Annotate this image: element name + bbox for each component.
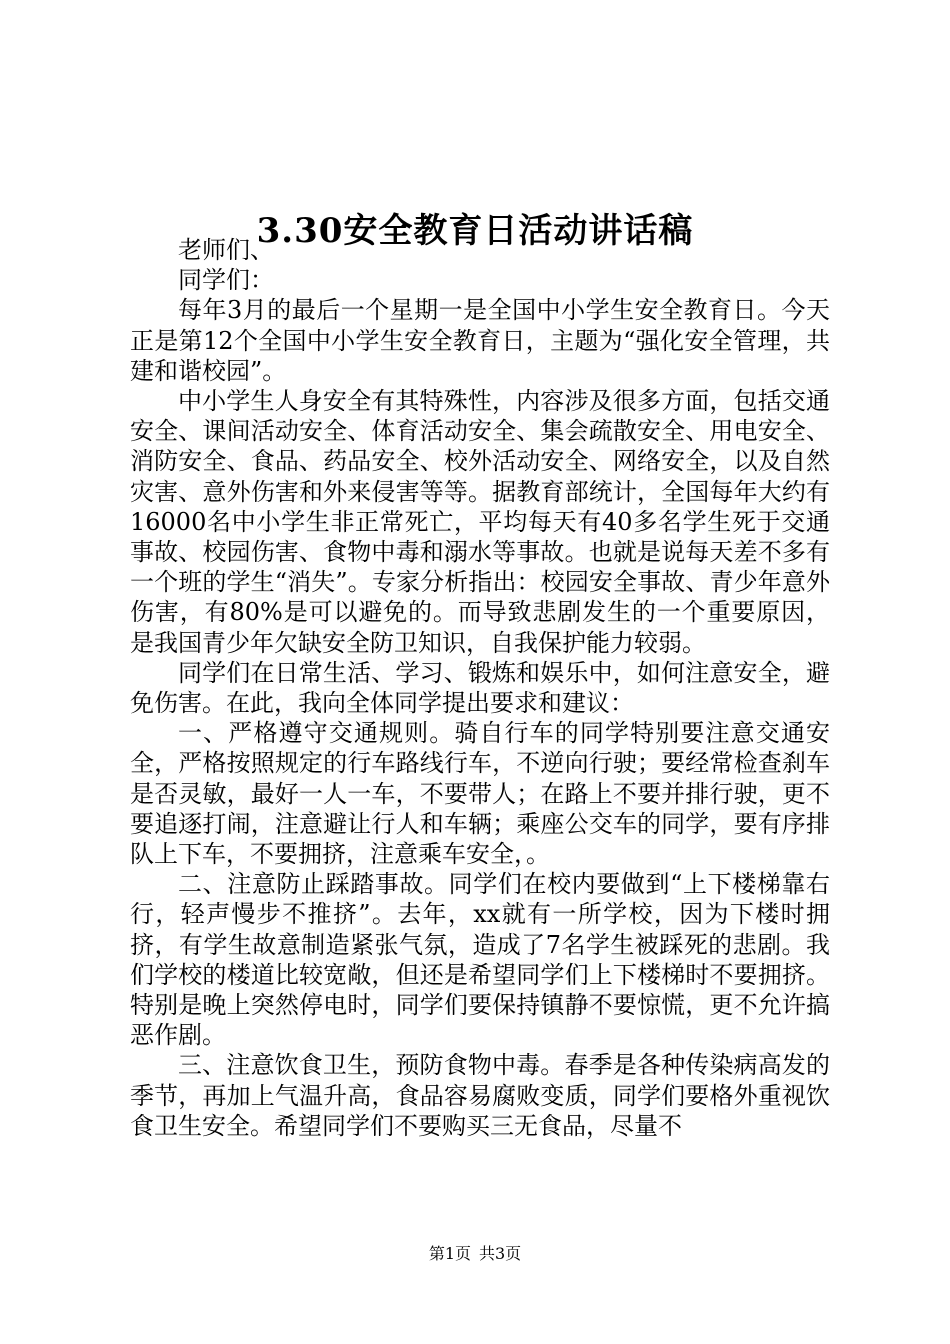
salutation-students: 同学们： bbox=[178, 266, 274, 295]
page-number-current: 第1页 bbox=[428, 1244, 471, 1263]
paragraph-food-safety: 三、注意饮食卫生，预防食物中毒。春季是各种传染病高发的季节，再加上气温升高，食品容易腐败变质，同学们要格外重视饮食卫生安全。希望同学们不要购买三无食品，尽量不 bbox=[130, 1051, 830, 1140]
document-title: 3.30安全教育日活动讲话稿 bbox=[256, 210, 694, 251]
document-body bbox=[130, 235, 830, 1141]
salutation-teachers: 老师们、 bbox=[178, 236, 274, 264]
page-footer bbox=[0, 1242, 950, 1266]
paragraph-stampede-prevention: 二、注意防止踩踏事故。同学们在校内要做到“上下楼梯靠右行，轻声慢步不推挤”。去年，xx就有一所学校，因为下楼时拥挤，有学生故意制造紧张气氛，造成了7名学生被踩死的悲剧。我们学校的楼道比较宽敞，但还是希望同学们上下楼梯时不要拥挤。特别是晚上突然停电时，同学们要保持镇静不要惊慌，更不允许搞恶作剧。 bbox=[130, 870, 830, 1050]
paragraph-statistics: 中小学生人身安全有其特殊性，内容涉及很多方面，包括交通安全、课间活动安全、体育活动安全、集会疏散安全、用电安全、消防安全、食品、药品安全、校外活动安全、网络安全，以及自然灾害、意外伤害和外来侵害等等。据教育部统计，全国每年大约有16000名中小学生非正常死亡，平均每天有40多名学生死于交通事故、校园伤害、食物中毒和溺水等事故。也就是说每天差不多有一个班的学生“消失”。专家分析指出：校园安全事故、青少年意外伤害，有80%是可以避免的。而导致悲剧发生的一个重要原因，是我国青少年欠缺安全防卫知识，自我保护能力较弱。 bbox=[130, 387, 830, 657]
paragraph-traffic-rules: 一、严格遵守交通规则。骑自行车的同学特别要注意交通安全，严格按照规定的行车路线行车，不逆向行驶；要经常检查刹车是否灵敏，最好一人一车，不要带人；在路上不要并排行驶，更不要追逐打闹，注意避让行人和车辆；乘座公交车的同学，要有序排队上下车，不要拥挤，注意乘车安全，。 bbox=[130, 719, 830, 869]
paragraph-intro: 每年3月的最后一个星期一是全国中小学生安全教育日。今天正是第12个全国中小学生安全教育日，主题为“强化安全管理，共建和谐校园”。 bbox=[130, 296, 830, 385]
paragraph-suggestions-intro: 同学们在日常生活、学习、锻炼和娱乐中，如何注意安全，避免伤害。在此，我向全体同学提出要求和建议： bbox=[130, 658, 830, 718]
page-number-total: 共3页 bbox=[479, 1244, 522, 1263]
